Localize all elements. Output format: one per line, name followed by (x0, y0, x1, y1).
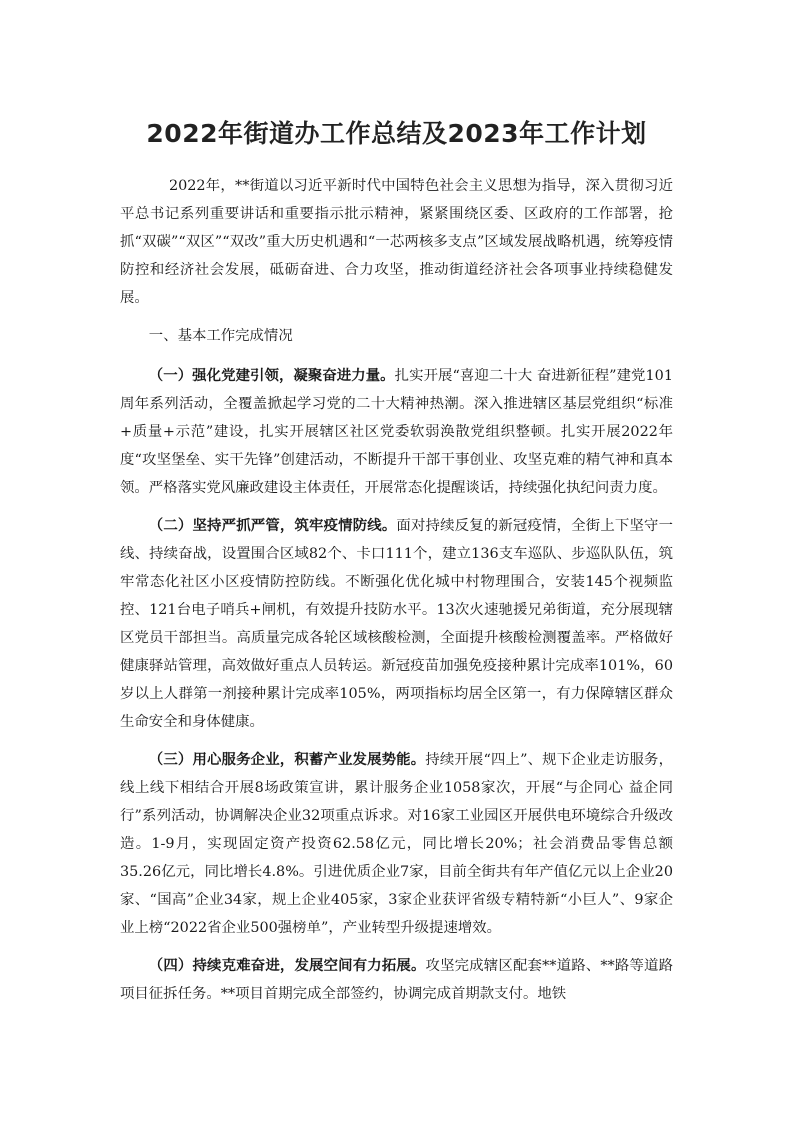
paragraph-body: 持续开展“四上”、规下企业走访服务，线上线下相结合开展8场政策宣讲，累计服务企业1058家次，开展“与企同心 益企同行”系列活动，协调解决企业32项重点诉求。对16家工业园区开展供电环境综合升级改造。1-9月，实现固定资产投资62.58亿元，同比增长20%；社会消费品零售总额35.26亿元，同比增长4.8%。引进优质企业7家，目前全街共有年产值亿元以上企业20家、“国高”企业34家，规上企业405家，3家企业获评省级专精特新“小巨人”、9家企业上榜“2022省企业500强榜单”，产业转型升级提速增效。 (120, 752, 673, 936)
paragraph-lead: （一）强化党建引领，凝聚奋进力量。 (148, 367, 395, 384)
section-heading: 一、基本工作完成情况 (148, 328, 293, 344)
paragraph-epidemic-control (120, 512, 673, 736)
paragraph-body: 扎实开展“喜迎二十大 奋进新征程”建党101周年系列活动，全覆盖掀起学习党的二十大精神热潮。深入推进辖区基层党组织“标准+质量+示范”建设，扎实开展辖区社区党委软弱涣散党组织整顿。扎实开展2022年度“攻坚堡垒、实干先锋”创建活动，不断提升干部干事创业、攻坚克难的精气神和真本领。严格落实党风廉政建设主体责任，开展常态化提醒谈话，持续强化执纪问责力度。 (120, 368, 673, 496)
paragraph-development-space (120, 952, 673, 1008)
paragraph-party-building (120, 362, 673, 502)
paragraph-lead: （二）坚持严抓严管，筑牢疫情防线。 (148, 517, 397, 534)
paragraph-enterprise-service (120, 746, 673, 942)
paragraph-body: 面对持续反复的新冠疫情，全街上下坚守一线、持续奋战，设置围合区域82个、卡口111个，建立136支车巡队、步巡队队伍，筑牢常态化社区小区疫情防控防线。不断强化优化城中村物理围合，安装145个视频监控、121台电子哨兵+闸机，有效提升技防水平。13次火速驰援兄弟街道，充分展现辖区党员干部担当。高质量完成各轮区域核酸检测，全面提升核酸检测覆盖率。严格做好健康驿站管理，高效做好重点人员转运。新冠疫苗加强免疫接种累计完成率101%，60岁以上人群第一剂接种累计完成率105%，两项指标均居全区第一，有力保障辖区群众生命安全和身体健康。 (120, 518, 673, 730)
paragraph-lead: （四）持续克难奋进，发展空间有力拓展。 (148, 957, 426, 974)
intro-paragraph: 2022年，**街道以习近平新时代中国特色社会主义思想为指导，深入贯彻习近平总书记系列重要讲话和重要指示批示精神，紧紧围绕区委、区政府的工作部署，抢抓“双碳”“双区”“双改”重大历史机遇和“一芯两核多支点”区域发展战略机遇，统筹疫情防控和经济社会发展，砥砺奋进、合力攻坚，推动街道经济社会各项事业持续稳健发展。 (120, 178, 673, 306)
paragraph-lead: （三）用心服务企业，积蓄产业发展势能。 (148, 751, 426, 768)
paragraph-body: 攻坚完成辖区配套**道路、**路等道路项目征拆任务。**项目首期完成全部签约，协调完成首期款支付。地铁 (120, 958, 673, 1002)
document-title: 2022年街道办工作总结及2023年工作计划 (146, 119, 647, 148)
